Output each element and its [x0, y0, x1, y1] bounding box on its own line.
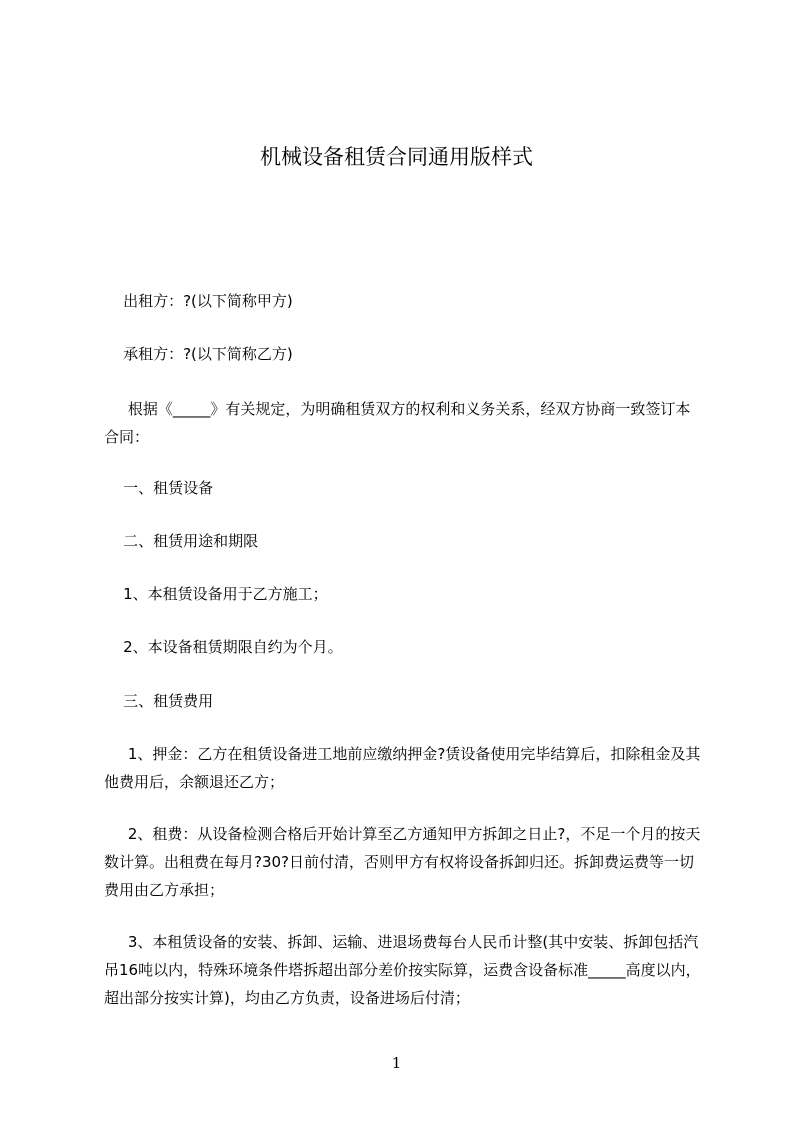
document-title: 机械设备租赁合同通用版样式 — [260, 145, 533, 169]
clause-term: 2、本设备租赁期限自约为个月。 — [104, 638, 343, 656]
paragraph-lessee: 承租方：?(以下简称乙方) — [104, 345, 293, 363]
section-heading-purpose-term: 二、租赁用途和期限 — [104, 532, 259, 550]
section-heading-fees: 三、租赁费用 — [104, 692, 214, 710]
paragraph-preamble: 根据《_____》有关规定，为明确租赁双方的权利和义务关系，经双方协商一致签订本合同： — [104, 400, 691, 446]
page-number: 1 — [391, 1054, 402, 1072]
clause-installation-fees: 3、本租赁设备的安装、拆卸、运输、进退场费每台人民币计整(其中安装、拆卸包括汽吊16吨以内，特殊环境条件塔拆超出部分差价按实际算，运费含设备标准_____高度以内，超出部分按实计算)，均由乙方负责，设备进场后付清； — [104, 933, 701, 1007]
clause-rent: 2、租费：从设备检测合格后开始计算至乙方通知甲方拆卸之日止?，不足一个月的按天数计算。出租费在每月?30?日前付清，否则甲方有权将设备拆卸归还。拆卸费运费等一切费用由乙方承担； — [104, 825, 701, 899]
paragraph-lessor: 出租方：?(以下简称甲方) — [104, 292, 293, 310]
clause-deposit: 1、押金：乙方在租赁设备进工地前应缴纳押金?赁设备使用完毕结算后，扣除租金及其他费用后，余额退还乙方； — [104, 745, 701, 791]
clause-purpose: 1、本租赁设备用于乙方施工； — [104, 585, 328, 603]
section-heading-equipment: 一、租赁设备 — [104, 479, 214, 497]
